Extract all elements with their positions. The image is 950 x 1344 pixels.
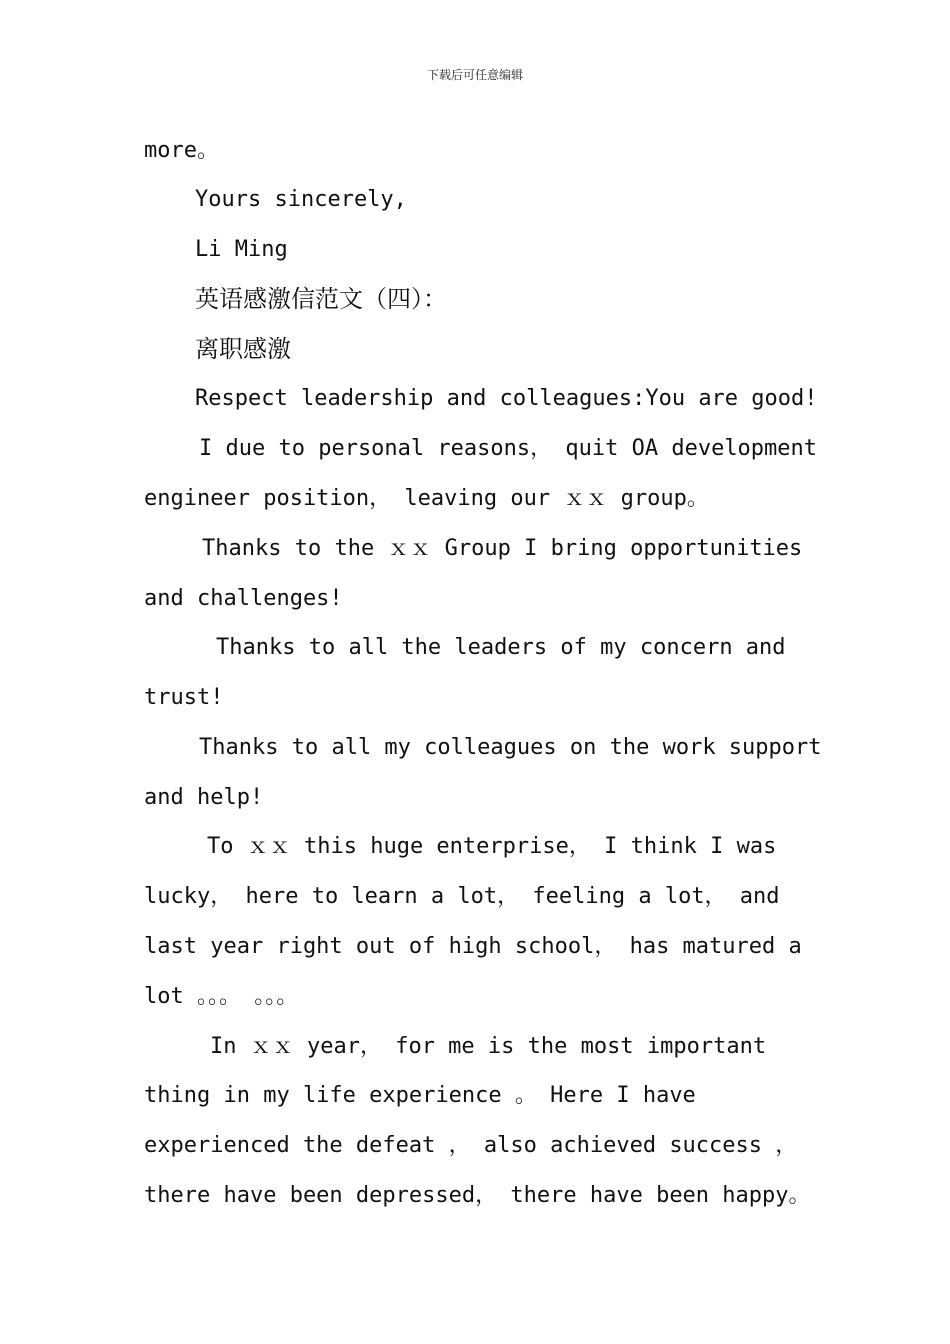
paragraph-6-line-1: In ｘｘ year， for me is the most important [210, 1034, 767, 1059]
paragraph-1-line-1: I due to personal reasons， quit OA development [199, 436, 818, 461]
paragraph-5-line-1: To ｘｘ this huge enterprise， I think I was [207, 834, 777, 859]
paragraph-6-line-2: thing in my life experience 。 Here I have [144, 1083, 696, 1108]
page-header: 下载后可任意编辑 [426, 68, 523, 82]
section-title: 英语感激信范文（四）： [195, 285, 447, 313]
paragraph-6-line-4: there have been depressed， there have been happy。 [144, 1183, 811, 1208]
paragraph-5-line-3: last year right out of high school， has matured a [144, 934, 802, 959]
paragraph-3-line-1: Thanks to all the leaders of my concern and [216, 635, 786, 660]
greeting-line: Respect leadership and colleagues:You are good! [195, 386, 818, 411]
paragraph-2-line-2: and challenges! [144, 586, 343, 611]
signature-line: Li Ming [195, 237, 288, 262]
text-line-more: more。 [144, 138, 219, 163]
paragraph-4-line-1: Thanks to all my colleagues on the work support [199, 735, 822, 760]
closing-line: Yours sincerely, [195, 187, 407, 212]
paragraph-5-line-2: lucky， here to learn a lot， feeling a lot， and [144, 884, 780, 909]
section-subtitle: 离职感激 [195, 335, 291, 363]
paragraph-6-line-3: experienced the defeat ， also achieved success ， [144, 1133, 798, 1158]
paragraph-5-line-4: lot 。。。 。。。 [144, 984, 299, 1009]
paragraph-4-line-2: and help! [144, 785, 264, 810]
paragraph-2-line-1: Thanks to the ｘｘ Group I bring opportunities [202, 536, 803, 561]
paragraph-3-line-2: trust! [144, 685, 224, 710]
paragraph-1-line-2: engineer position， leaving our ｘｘ group。 [144, 486, 709, 511]
